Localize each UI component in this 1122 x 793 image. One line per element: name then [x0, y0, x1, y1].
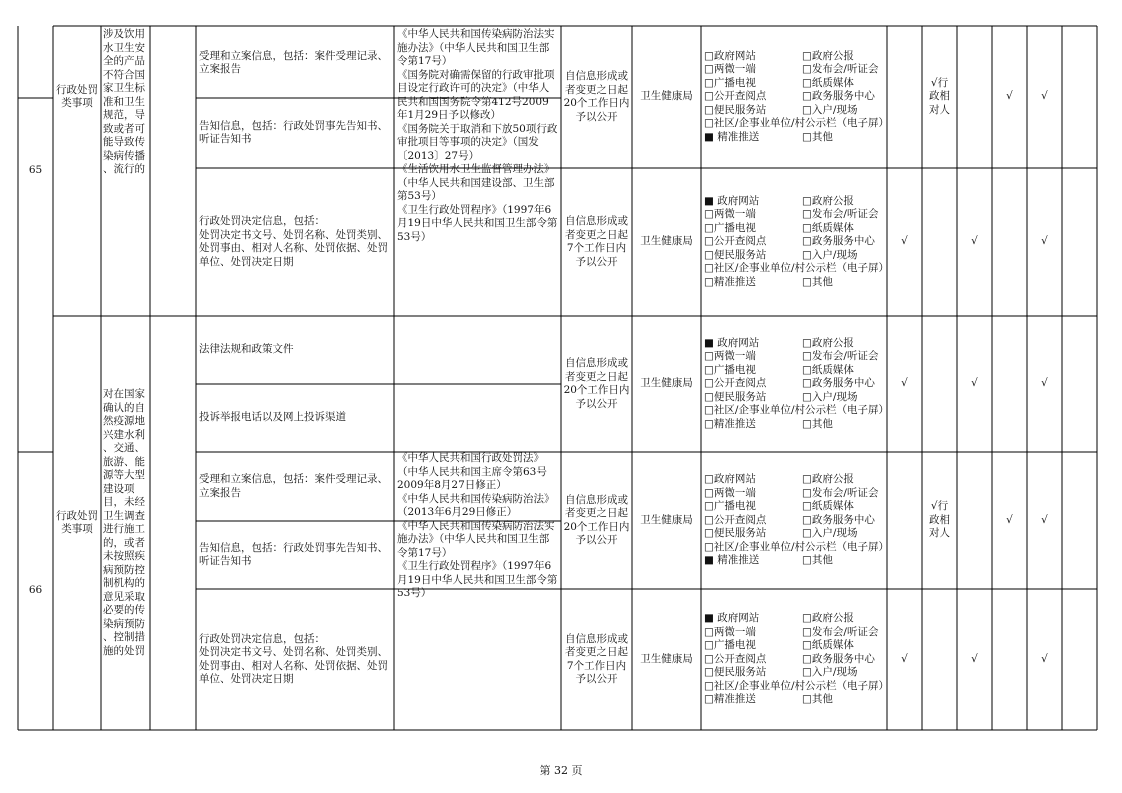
channel-row [704, 337, 894, 351]
channel-row [704, 514, 894, 528]
channel-option: □两微一端 [704, 625, 756, 638]
content-row: 法律法规和政策文件 [199, 343, 294, 355]
channel-row [704, 235, 894, 249]
channel-row [704, 639, 894, 653]
content-row: 受理和立案信息，包括：案件受理记录、立案报告 [199, 49, 388, 75]
channel-option: □其他 [802, 130, 833, 143]
channel-option: □政府公报 [802, 336, 854, 349]
channel-row [704, 276, 894, 290]
channel-row [704, 195, 894, 209]
channel-option: □发布会/听证会 [802, 63, 879, 75]
channel-row [704, 500, 894, 514]
agency: 卫生健康局 [640, 90, 693, 102]
channel-option: □社区/企事业单位/村公示栏（电子屏） [704, 540, 889, 553]
channel-option: □发布会/听证会 [802, 208, 879, 220]
channel-row [704, 487, 894, 501]
channel-option: □政府公报 [802, 49, 854, 62]
channel-row [704, 104, 894, 118]
channel-option: □公开查阅点 [704, 652, 767, 665]
channel-option: □便民服务站 [704, 248, 767, 261]
channel-option: □公开查阅点 [704, 235, 767, 247]
agency: 卫生健康局 [640, 235, 693, 247]
page-number: 第 32 页 [539, 764, 583, 777]
channel-row [704, 473, 894, 487]
channel-row [704, 404, 894, 418]
content-row: 受理和立案信息，包括：案件受理记录、立案报告 [199, 473, 388, 499]
check-mark: √ [901, 652, 908, 665]
content-row: 行政处罚决定信息，包括： 处罚决定书文号、处罚名称、处罚类别、处罚事由、相对人名称、处罚依据、处罚单位、处罚决定日期 [199, 215, 388, 268]
channel-option: □发布会/听证会 [802, 350, 879, 362]
channel-option: □两微一端 [704, 208, 756, 220]
channel-option: □公开查阅点 [704, 377, 767, 389]
channel-option: □发布会/听证会 [802, 486, 879, 499]
channel-option: □政务服务中心 [802, 652, 875, 665]
channel-row [704, 666, 894, 680]
channel-option: □公开查阅点 [704, 90, 767, 102]
channel-option: □其他 [802, 693, 833, 705]
channel-option: □社区/企事业单位/村公示栏（电子屏） [704, 404, 889, 416]
channel-row [704, 350, 894, 364]
disclosure-channels [704, 337, 894, 432]
agency: 卫生健康局 [640, 652, 693, 665]
scope-cell: √行 政相 对人 [929, 76, 950, 116]
channel-option: □其他 [802, 554, 833, 566]
check-mark: √ [1041, 235, 1048, 247]
channel-option: □精准推送 [704, 693, 756, 705]
item-category: 行政处罚 类事项 [56, 509, 98, 535]
channel-option: ■ 政府网站 [704, 336, 760, 349]
channel-option: □广播电视 [704, 363, 756, 376]
channel-option: □广播电视 [704, 500, 756, 512]
channel-row [704, 377, 894, 391]
scope-cell: √行 政相 对人 [929, 500, 950, 539]
channel-option: ■ 精准推送 [704, 554, 760, 566]
channel-option: □政府公报 [802, 473, 854, 485]
channel-row [704, 554, 894, 568]
check-mark: √ [901, 235, 908, 247]
channel-option: □两微一端 [704, 63, 756, 75]
check-mark: √ [1041, 513, 1048, 526]
channel-option: □社区/企事业单位/村公示栏（电子屏） [704, 117, 889, 129]
channel-option: □其他 [802, 275, 833, 288]
channel-option: □入户/现场 [802, 527, 858, 539]
channel-row [704, 612, 894, 626]
channel-option: □两微一端 [704, 486, 756, 499]
channel-row [704, 222, 894, 236]
disclosure-channels [704, 50, 894, 145]
channel-option: □社区/企事业单位/村公示栏（电子屏） [704, 262, 889, 274]
disclosure-time: 自信息形成或 者变更之日起 20个工作日内 予以公开 [563, 70, 630, 123]
channel-row [704, 541, 894, 555]
agency: 卫生健康局 [640, 377, 693, 389]
channel-option: □便民服务站 [704, 390, 767, 403]
channel-row [704, 208, 894, 222]
disclosure-time: 自信息形成或 者变更之日起 7个工作日内 予以公开 [565, 215, 628, 268]
content-row: 行政处罚决定信息，包括： 处罚决定书文号、处罚名称、处罚类别、处罚事由、相对人名称、处罚依据、处罚单位、处罚决定日期 [199, 632, 388, 685]
disclosure-time: 自信息形成或 者变更之日起 7个工作日内 予以公开 [565, 632, 628, 685]
channel-option: □政府网站 [704, 473, 756, 485]
disclosure-time: 自信息形成或 者变更之日起 20个工作日内 予以公开 [563, 493, 630, 546]
channel-option: ■ 政府网站 [704, 612, 760, 624]
disclosure-channels [704, 473, 894, 568]
check-mark: √ [901, 377, 908, 389]
channel-option: □便民服务站 [704, 666, 767, 678]
channel-row [704, 653, 894, 667]
channel-option: □社区/企事业单位/村公示栏（电子屏） [704, 679, 889, 692]
channel-row [704, 364, 894, 378]
channel-option: □纸质媒体 [802, 221, 854, 234]
channel-row [704, 50, 894, 64]
channel-option: □广播电视 [704, 221, 756, 234]
channel-option: □政府公报 [802, 612, 854, 624]
channel-option: □其他 [802, 417, 833, 430]
channel-row [704, 680, 894, 694]
channel-option: □政务服务中心 [802, 513, 875, 526]
check-mark: √ [1041, 90, 1048, 102]
check-mark: √ [971, 652, 978, 665]
channel-row [704, 131, 894, 145]
channel-option: □便民服务站 [704, 103, 767, 116]
legal-basis: 《中华人民共和国传染病防治法实施办法》（中华人民共和国卫生部令第17号） 《国务院对确需保留的行政审批项目设定行政许可的决定》（中华人民共和国国务院令第412号2009年1月29日予以修改） 《国务院关于取消和下放50项行政审批项目等事项的决定》（国发〔2013〕27号） 《生活饮用水卫生监督管理办法》（中华人民共和国建设部、卫生部第53号） 《卫生行政处罚程序》（1997年6月19日中华人民共和国卫生部令第53号） [397, 28, 558, 243]
channel-option: □政府网站 [704, 49, 756, 62]
channel-option: □广播电视 [704, 639, 756, 651]
channel-option: □纸质媒体 [802, 500, 854, 512]
channel-option: □入户/现场 [802, 103, 858, 116]
check-mark: √ [1006, 513, 1013, 526]
item-category: 行政处罚 类事项 [56, 83, 98, 109]
channel-row [704, 63, 894, 77]
content-row: 投诉举报电话以及网上投诉渠道 [199, 411, 346, 423]
disclosure-time: 自信息形成或 者变更之日起 20个工作日内 予以公开 [563, 357, 630, 410]
channel-option: □纸质媒体 [802, 76, 854, 89]
check-mark: √ [1006, 90, 1013, 102]
channel-row [704, 249, 894, 263]
legal-basis: 《中华人民共和国行政处罚法》（中华人民共和国主席令第63号2009年8月27日修正） 《中华人民共和国传染病防治法》（2013年6月29日修正） 《中华人民共和国传染病防治法实施办法》（中华人民共和国卫生部令第17号） 《卫生行政处罚程序》（1997年6月19日中华人民共和国卫生部令第53号） [397, 452, 558, 599]
channel-row [704, 262, 894, 276]
check-mark: √ [971, 377, 978, 389]
channel-option: □入户/现场 [802, 248, 858, 261]
channel-option: □纸质媒体 [802, 639, 854, 651]
check-mark: √ [1041, 652, 1048, 665]
channel-option: □公开查阅点 [704, 513, 767, 526]
agency: 卫生健康局 [640, 513, 693, 526]
channel-row [704, 418, 894, 432]
channel-option: □政务服务中心 [802, 90, 875, 102]
channel-option: □精准推送 [704, 275, 756, 288]
disclosure-channels [704, 195, 894, 290]
channel-option: □便民服务站 [704, 527, 767, 539]
channel-option: ■ 政府网站 [704, 194, 760, 207]
channel-option: ■ 精准推送 [704, 130, 760, 143]
item-number: 66 [28, 584, 43, 596]
channel-option: □广播电视 [704, 76, 756, 89]
channel-option: □入户/现场 [802, 666, 858, 678]
channel-row [704, 527, 894, 541]
channel-option: □两微一端 [704, 350, 756, 362]
content-row: 告知信息，包括：行政处罚事先告知书、听证告知书 [199, 119, 388, 145]
check-mark: √ [971, 235, 978, 247]
channel-option: □入户/现场 [802, 390, 858, 403]
item-subject: 涉及饮用 水卫生安 全的产品 不符合国 家卫生标 准和卫生 规范，导 致或者可 能导致传 染病传播 、流行的 [103, 28, 145, 175]
channel-row [704, 77, 894, 91]
channel-row [704, 693, 894, 707]
channel-option: □政务服务中心 [802, 235, 875, 247]
channel-option: □政府公报 [802, 194, 854, 207]
item-subject: 对在国家 确认的自 然疫源地 兴建水利 、交通、 旅游、能 源等大型 建设项 目，未经 卫生调查 进行施工 的，或者 未按照疾 病预防控 制机构的 意见采取 必要的传 染病预防 、控制措 施的处罚 [103, 388, 145, 657]
item-number: 65 [28, 164, 43, 176]
disclosure-channels [704, 612, 894, 707]
content-row: 告知信息，包括：行政处罚事先告知书、听证告知书 [199, 541, 388, 567]
channel-row [704, 117, 894, 131]
check-mark: √ [1041, 377, 1048, 389]
channel-row [704, 391, 894, 405]
channel-option: □政务服务中心 [802, 377, 875, 389]
channel-option: □精准推送 [704, 417, 756, 430]
channel-row [704, 626, 894, 640]
channel-row [704, 90, 894, 104]
channel-option: □纸质媒体 [802, 363, 854, 376]
channel-option: □发布会/听证会 [802, 625, 879, 638]
